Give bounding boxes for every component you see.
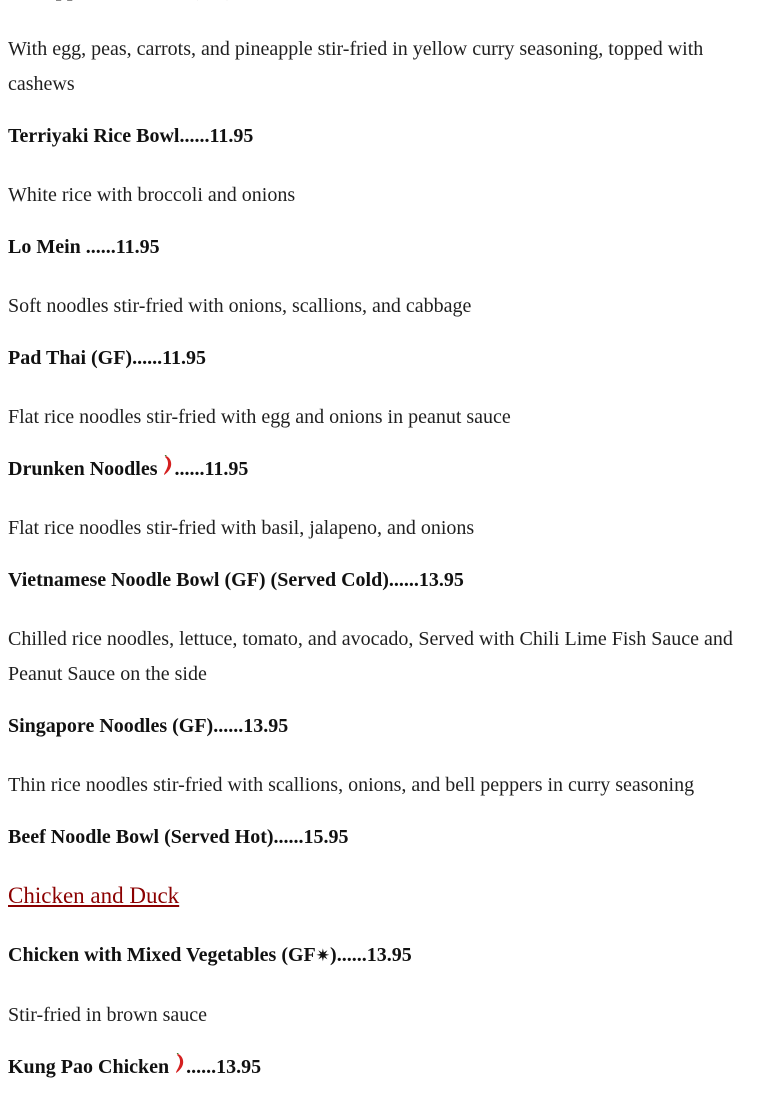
item-name: Drunken Noodles (8, 458, 163, 480)
item-name: Beef Noodle Bowl (Served Hot) (8, 826, 274, 848)
menu-item-title (8, 122, 748, 150)
item-price (233, 0, 307, 1)
item-price: ......15.95 (273, 826, 349, 848)
menu-item-description: Flat rice noodles stir-fried with basil, jalapeno, and onions (8, 517, 475, 539)
item-name: Terriyaki Rice Bowl (8, 125, 180, 147)
item-price: ......11.95 (132, 347, 206, 369)
item-name: Lo Mein (8, 236, 86, 258)
menu-item-title (8, 941, 748, 970)
menu-item-title (8, 712, 748, 740)
item-name: Kung Pao Chicken (8, 1056, 175, 1078)
section-heading: Chicken and Duck (8, 883, 180, 908)
menu-item-description: With egg, peas, carrots, and pineapple stir-fried in yellow curry seasoning, topped with cashews (8, 38, 704, 95)
item-name (8, 0, 233, 1)
item-name: Vietnamese Noodle Bowl (GF) (Served Cold) (8, 569, 389, 591)
menu-item-title (8, 455, 748, 483)
star-icon: ✷ (315, 946, 331, 966)
menu-item-title (8, 0, 748, 4)
item-price: ......11.95 (174, 458, 249, 480)
item-price: ......13.95 (336, 944, 412, 966)
item-price: ......13.95 (388, 569, 464, 591)
menu-item-description: Stir-fried in brown sauce (8, 1004, 207, 1026)
item-name: Singapore Noodles (GF) (8, 715, 214, 737)
menu-list (8, 0, 748, 1109)
item-price: ......13.95 (186, 1056, 262, 1078)
menu-item-description: Flat rice noodles stir-fried with egg and onions in peanut sauce (8, 406, 511, 428)
menu-item-title (8, 1053, 748, 1081)
item-name: Chicken with Mixed Vegetables (GF (8, 944, 316, 966)
menu-item-title (8, 823, 748, 851)
item-price: ......13.95 (213, 715, 289, 737)
chili-pepper-icon (175, 1053, 185, 1075)
menu-item-description: White rice with broccoli and onions (8, 184, 296, 206)
item-price: ......11.95 (179, 125, 254, 147)
menu-item-description: Thin rice noodles stir-fried with scallions, onions, and bell peppers in curry seasoning (8, 774, 695, 796)
item-name-suffix: ) (330, 944, 337, 966)
menu-item-description: Chilled rice noodles, lettuce, tomato, and avocado, Served with Chili Lime Fish Sauce and Peanut Sauce on the side (8, 628, 733, 685)
menu-item-title (8, 344, 748, 372)
menu-item-title (8, 233, 748, 261)
menu-item-description: Soft noodles stir-fried with onions, scallions, and cabbage (8, 295, 472, 317)
item-price: ......11.95 (85, 236, 160, 258)
menu-item-title (8, 566, 748, 594)
item-name: Pad Thai (GF) (8, 347, 133, 369)
chili-pepper-icon (163, 455, 173, 477)
